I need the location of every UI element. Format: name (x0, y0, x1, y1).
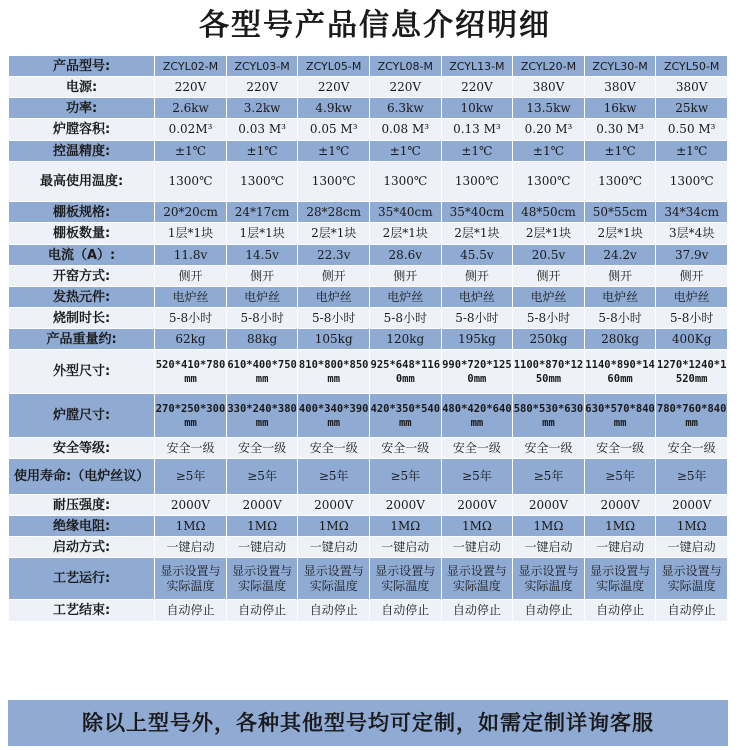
table-cell: 1300℃ (513, 162, 585, 202)
table-cell: 一键启动 (155, 537, 227, 558)
table-cell: ≥5年 (298, 459, 370, 495)
table-row (9, 537, 728, 558)
custom-order-footer: 除以上型号外，各种其他型号均可定制，如需定制详询客服 (8, 700, 728, 746)
table-cell: 520*410*780mm (155, 350, 227, 394)
table-cell: 48*50cm (513, 202, 585, 223)
table-cell: 780*760*840mm (656, 394, 728, 438)
table-cell: 1MΩ (155, 516, 227, 537)
table-cell: 显示设置与实际温度 (513, 558, 585, 600)
table-cell: 侧开 (298, 266, 370, 287)
table-cell: 62kg (155, 329, 227, 350)
table-cell: 2层*1块 (584, 223, 656, 245)
row-label: 耐压强度: (9, 495, 155, 516)
table-row (9, 287, 728, 308)
table-cell: 自动停止 (155, 600, 227, 622)
row-label: 绝缘电阻: (9, 516, 155, 537)
table-cell: 侧开 (226, 266, 298, 287)
table-cell: 380V (513, 77, 585, 98)
table-cell: 侧开 (370, 266, 442, 287)
table-cell: 3层*4块 (656, 223, 728, 245)
table-cell: 610*400*750mm (226, 350, 298, 394)
table-cell: 925*648*1160mm (370, 350, 442, 394)
table-cell: 28*28cm (298, 202, 370, 223)
table-cell: 0.05 M³ (298, 119, 370, 141)
table-cell: 400*340*390mm (298, 394, 370, 438)
row-label: 工艺结束: (9, 600, 155, 622)
table-cell: 显示设置与实际温度 (370, 558, 442, 600)
table-cell: 220V (155, 77, 227, 98)
table-cell: 1MΩ (584, 516, 656, 537)
table-cell: 电炉丝 (584, 287, 656, 308)
table-row (9, 308, 728, 329)
table-row (9, 223, 728, 245)
table-cell: 5-8小时 (584, 308, 656, 329)
table-cell: ±1℃ (656, 141, 728, 162)
table-cell: 显示设置与实际温度 (226, 558, 298, 600)
table-cell: 105kg (298, 329, 370, 350)
row-label: 安全等级: (9, 438, 155, 459)
table-cell: 安全一级 (155, 438, 227, 459)
table-cell: 2000V (656, 495, 728, 516)
table-cell: 电炉丝 (513, 287, 585, 308)
table-cell: 580*530*630mm (513, 394, 585, 438)
table-cell: 35*40cm (441, 202, 513, 223)
table-cell: 一键启动 (513, 537, 585, 558)
table-row (9, 98, 728, 119)
row-label: 炉膛容积: (9, 119, 155, 141)
table-cell: 2.6kw (155, 98, 227, 119)
table-cell: 安全一级 (656, 438, 728, 459)
table-cell: 380V (656, 77, 728, 98)
table-cell: 安全一级 (441, 438, 513, 459)
table-cell: 5-8小时 (298, 308, 370, 329)
table-cell: 一键启动 (226, 537, 298, 558)
table-cell: ≥5年 (155, 459, 227, 495)
table-cell: 420*350*540mm (370, 394, 442, 438)
table-cell: 电炉丝 (155, 287, 227, 308)
table-cell: 5-8小时 (370, 308, 442, 329)
table-cell: ±1℃ (226, 141, 298, 162)
table-cell: 自动停止 (584, 600, 656, 622)
table-cell: 一键启动 (584, 537, 656, 558)
table-cell: 2000V (370, 495, 442, 516)
table-cell: 88kg (226, 329, 298, 350)
table-row (9, 394, 728, 438)
row-label: 开窑方式: (9, 266, 155, 287)
table-row (9, 558, 728, 600)
table-cell: 2000V (298, 495, 370, 516)
table-row (9, 600, 728, 622)
table-cell: 480*420*640mm (441, 394, 513, 438)
table-cell: 1MΩ (370, 516, 442, 537)
row-label: 使用寿命:（电炉丝议） (9, 459, 155, 495)
table-cell: ≥5年 (584, 459, 656, 495)
table-cell: 安全一级 (226, 438, 298, 459)
table-cell: ±1℃ (513, 141, 585, 162)
table-cell: ±1℃ (441, 141, 513, 162)
table-cell: 1300℃ (584, 162, 656, 202)
row-label: 外型尺寸: (9, 350, 155, 394)
table-cell: 安全一级 (298, 438, 370, 459)
table-cell: 1300℃ (656, 162, 728, 202)
table-cell: 24.2v (584, 245, 656, 266)
table-cell: 自动停止 (226, 600, 298, 622)
row-label: 产品型号: (9, 56, 155, 77)
table-cell: 自动停止 (441, 600, 513, 622)
table-cell: 195kg (441, 329, 513, 350)
table-cell: ±1℃ (155, 141, 227, 162)
row-label: 发热元件: (9, 287, 155, 308)
table-cell: 自动停止 (513, 600, 585, 622)
table-cell: 一键启动 (441, 537, 513, 558)
table-cell: ZCYL20-M (513, 56, 585, 77)
table-cell: 2000V (155, 495, 227, 516)
table-cell: 220V (441, 77, 513, 98)
table-row (9, 495, 728, 516)
table-row (9, 245, 728, 266)
table-cell: ZCYL30-M (584, 56, 656, 77)
table-cell: 5-8小时 (441, 308, 513, 329)
table-row (9, 77, 728, 98)
table-cell: 0.50 M³ (656, 119, 728, 141)
row-label: 棚板数量: (9, 223, 155, 245)
table-cell: 1层*1块 (155, 223, 227, 245)
row-label: 最高使用温度: (9, 162, 155, 202)
table-cell: 35*40cm (370, 202, 442, 223)
table-row (9, 350, 728, 394)
table-cell: 6.3kw (370, 98, 442, 119)
table-cell: 0.03 M³ (226, 119, 298, 141)
table-cell: 1MΩ (513, 516, 585, 537)
table-cell: 11.8v (155, 245, 227, 266)
table-cell: 220V (370, 77, 442, 98)
table-cell: 2000V (226, 495, 298, 516)
table-row (9, 56, 728, 77)
table-cell: 0.13 M³ (441, 119, 513, 141)
table-cell: 120kg (370, 329, 442, 350)
table-cell: 22.3v (298, 245, 370, 266)
table-cell: 电炉丝 (656, 287, 728, 308)
table-cell: 20*20cm (155, 202, 227, 223)
table-cell: 2层*1块 (370, 223, 442, 245)
table-cell: 3.2kw (226, 98, 298, 119)
table-cell: 20.5v (513, 245, 585, 266)
table-cell: 电炉丝 (441, 287, 513, 308)
table-cell: 2层*1块 (513, 223, 585, 245)
table-cell: 自动停止 (370, 600, 442, 622)
table-cell: 1300℃ (155, 162, 227, 202)
table-cell: ≥5年 (513, 459, 585, 495)
table-cell: 安全一级 (584, 438, 656, 459)
table-cell: ±1℃ (370, 141, 442, 162)
table-cell: 显示设置与实际温度 (441, 558, 513, 600)
table-cell: 270*250*300mm (155, 394, 227, 438)
table-cell: 2层*1块 (298, 223, 370, 245)
table-cell: 1300℃ (370, 162, 442, 202)
table-cell: 0.02M³ (155, 119, 227, 141)
table-cell: 2000V (513, 495, 585, 516)
table-cell: 1270*1240*1520mm (656, 350, 728, 394)
table-cell: 2000V (441, 495, 513, 516)
table-cell: 侧开 (441, 266, 513, 287)
table-cell: 5-8小时 (155, 308, 227, 329)
table-cell: 5-8小时 (226, 308, 298, 329)
table-cell: ≥5年 (370, 459, 442, 495)
table-cell: 1100*870*1250mm (513, 350, 585, 394)
table-row (9, 329, 728, 350)
row-label: 功率: (9, 98, 155, 119)
table-cell: 4.9kw (298, 98, 370, 119)
table-cell: 220V (298, 77, 370, 98)
table-cell: 0.08 M³ (370, 119, 442, 141)
table-cell: ZCYL05-M (298, 56, 370, 77)
table-cell: 自动停止 (656, 600, 728, 622)
spec-table (8, 55, 728, 622)
table-cell: 安全一级 (513, 438, 585, 459)
table-cell: 1MΩ (656, 516, 728, 537)
table-row (9, 202, 728, 223)
table-cell: 1300℃ (441, 162, 513, 202)
spec-table-body (9, 56, 728, 622)
table-cell: 25kw (656, 98, 728, 119)
table-cell: 自动停止 (298, 600, 370, 622)
table-cell: 5-8小时 (656, 308, 728, 329)
table-cell: 电炉丝 (370, 287, 442, 308)
table-cell: 侧开 (656, 266, 728, 287)
table-cell: 电炉丝 (298, 287, 370, 308)
table-row (9, 266, 728, 287)
table-row (9, 516, 728, 537)
table-row (9, 162, 728, 202)
table-cell: 37.9v (656, 245, 728, 266)
table-cell: ZCYL13-M (441, 56, 513, 77)
table-cell: 1300℃ (226, 162, 298, 202)
table-cell: 24*17cm (226, 202, 298, 223)
table-cell: 1MΩ (298, 516, 370, 537)
table-cell: ZCYL03-M (226, 56, 298, 77)
table-cell: 1300℃ (298, 162, 370, 202)
table-cell: 220V (226, 77, 298, 98)
table-cell: 显示设置与实际温度 (584, 558, 656, 600)
table-cell: 安全一级 (370, 438, 442, 459)
page-title: 各型号产品信息介绍明细 (199, 8, 551, 43)
table-cell: ≥5年 (226, 459, 298, 495)
table-cell: 2层*1块 (441, 223, 513, 245)
table-cell: 330*240*380mm (226, 394, 298, 438)
row-label: 棚板规格: (9, 202, 155, 223)
row-label: 电流（A）: (9, 245, 155, 266)
table-cell: ±1℃ (584, 141, 656, 162)
table-cell: 280kg (584, 329, 656, 350)
table-cell: ≥5年 (656, 459, 728, 495)
table-cell: ZCYL50-M (656, 56, 728, 77)
table-cell: 45.5v (441, 245, 513, 266)
table-cell: 0.20 M³ (513, 119, 585, 141)
row-label: 炉膛尺寸: (9, 394, 155, 438)
table-cell: 13.5kw (513, 98, 585, 119)
table-cell: 28.6v (370, 245, 442, 266)
table-row (9, 119, 728, 141)
table-cell: 一键启动 (298, 537, 370, 558)
table-cell: 630*570*840mm (584, 394, 656, 438)
table-cell: 显示设置与实际温度 (656, 558, 728, 600)
table-cell: 电炉丝 (226, 287, 298, 308)
table-cell: 380V (584, 77, 656, 98)
table-cell: 一键启动 (656, 537, 728, 558)
table-cell: 一键启动 (370, 537, 442, 558)
table-cell: 侧开 (584, 266, 656, 287)
row-label: 工艺运行: (9, 558, 155, 600)
table-cell: 1层*1块 (226, 223, 298, 245)
table-cell: 侧开 (513, 266, 585, 287)
table-cell: 34*34cm (656, 202, 728, 223)
table-cell: ZCYL02-M (155, 56, 227, 77)
table-cell: 400Kg (656, 329, 728, 350)
table-cell: 50*55cm (584, 202, 656, 223)
table-cell: 显示设置与实际温度 (298, 558, 370, 600)
table-cell: 10kw (441, 98, 513, 119)
table-cell: ±1℃ (298, 141, 370, 162)
row-label: 启动方式: (9, 537, 155, 558)
table-cell: 16kw (584, 98, 656, 119)
table-cell: 810*800*850mm (298, 350, 370, 394)
row-label: 电源: (9, 77, 155, 98)
table-cell: 2000V (584, 495, 656, 516)
table-cell: 1MΩ (441, 516, 513, 537)
table-cell: 990*720*1250mm (441, 350, 513, 394)
table-cell: 侧开 (155, 266, 227, 287)
row-label: 产品重量约: (9, 329, 155, 350)
table-cell: 0.30 M³ (584, 119, 656, 141)
table-cell: 14.5v (226, 245, 298, 266)
row-label: 烧制时长: (9, 308, 155, 329)
table-cell: 1MΩ (226, 516, 298, 537)
table-row (9, 438, 728, 459)
table-cell: 1140*890*1460mm (584, 350, 656, 394)
table-cell: ZCYL08-M (370, 56, 442, 77)
table-cell: 显示设置与实际温度 (155, 558, 227, 600)
row-label: 控温精度: (9, 141, 155, 162)
table-row (9, 141, 728, 162)
table-cell: 250kg (513, 329, 585, 350)
table-cell: 5-8小时 (513, 308, 585, 329)
table-cell: ≥5年 (441, 459, 513, 495)
table-row (9, 459, 728, 495)
